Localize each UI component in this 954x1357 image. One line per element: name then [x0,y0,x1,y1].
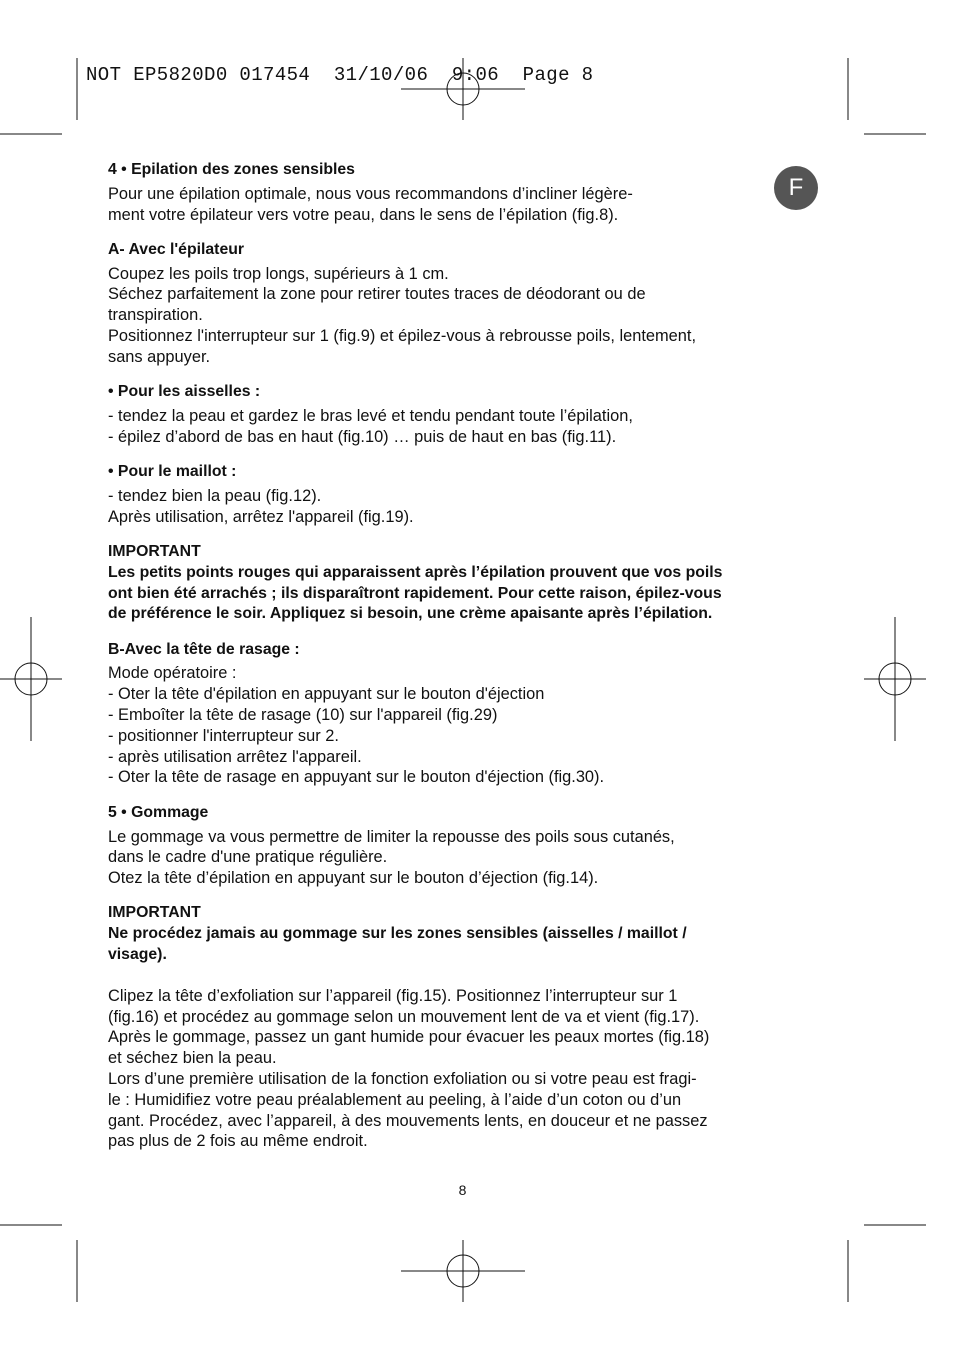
subsection-title: • Pour les aisselles : [108,383,261,401]
paragraph-line: gant. Procédez, avec l’appareil, à des mouvements lents, en douceur et ne passez [108,1111,708,1130]
section-title: 4 • Epilation des zones sensibles [108,161,355,178]
paragraph-line: Mode opératoire : [108,664,237,683]
paragraph-line: (fig.16) et procédez au gommage selon un mouvement lent de va et vient (fig.17). [108,1007,700,1026]
paragraph-line: Lors d’une première utilisation de la fonction exfoliation ou si votre peau est fragi- [108,1069,697,1088]
important-line: ont bien été arrachés ; ils disparaîtront rapidement. Pour cette raison, épilez-vous [108,584,722,602]
paragraph-line: le : Humidifiez votre peau préalablement au peeling, à l’aide d’un coton ou d’un [108,1090,682,1109]
paragraph-line: - positionner l'interrupteur sur 2. [108,726,339,745]
important-title: IMPORTANT [108,904,201,922]
paragraph-line: - tendez la peau et gardez le bras levé et tendu pendant toute l’épilation, [108,406,633,425]
important-line: Les petits points rouges qui apparaissent après l’épilation prouvent que vos poils [108,563,723,581]
document-body [108,160,823,1152]
paragraph-line: pas plus de 2 fois au même endroit. [108,1132,368,1151]
subsection-title: A- Avec l'épilateur [108,240,245,258]
paragraph-line: Séchez parfaitement la zone pour retirer toutes traces de déodorant ou de [108,285,646,304]
paragraph-line: transpiration. [108,306,203,325]
important-title: IMPORTANT [108,542,201,560]
paragraph-line: Après utilisation, arrêtez l'appareil (fig.19). [108,507,414,526]
section-title: 5 • Gommage [108,803,209,821]
subsection-title: B-Avec la tête de rasage : [108,640,300,658]
important-line: visage). [108,946,167,963]
paragraph-line: - Oter la tête de rasage en appuyant sur le bouton d'éjection (fig.30). [108,768,605,787]
paragraph-line: Positionnez l'interrupteur sur 1 (fig.9) et épilez-vous à rebrousse poils, lentement, [108,327,697,346]
paragraph-line: Le gommage va vous permettre de limiter la repousse des poils sous cutanés, [108,827,675,846]
important-line: Ne procédez jamais au gommage sur les zones sensibles (aisselles / maillot / [108,925,687,943]
paragraph-line: dans le cadre d'une pratique régulière. [108,848,388,867]
paragraph-line: - Emboîter la tête de rasage (10) sur l'appareil (fig.29) [108,706,498,725]
paragraph-line: Pour une épilation optimale, nous vous recommandons d’incliner légère- [108,184,633,203]
paragraph-line: - tendez bien la peau (fig.12). [108,486,322,505]
page-number: 8 [458,1182,467,1198]
print-slug: NOT EP5820D0 017454 31/10/06 9:06 Page 8 [86,64,594,86]
paragraph-line: Coupez les poils trop longs, supérieurs à 1 cm. [108,264,449,283]
paragraph-line: - après utilisation arrêtez l'appareil. [108,747,362,766]
paragraph-line: Otez la tête d’épilation en appuyant sur le bouton d’éjection (fig.14). [108,869,599,888]
paragraph-line: et séchez bien la peau. [108,1049,277,1068]
paragraph-line: - Oter la tête d'épilation en appuyant sur le bouton d'éjection [108,685,545,704]
paragraph-line: - épilez d’abord de bas en haut (fig.10) … puis de haut en bas (fig.11). [108,427,617,446]
paragraph-line: Clipez la tête d’exfoliation sur l’appareil (fig.15). Positionnez l’interrupteur sur 1 [108,986,678,1005]
important-line: de préférence le soir. Appliquez si besoin, une crème apaisante après l’épilation. [108,605,713,623]
language-badge: F [774,166,818,210]
paragraph-line: Après le gommage, passez un gant humide pour évacuer les peaux mortes (fig.18) [108,1028,710,1047]
paragraph-line: ment votre épilateur vers votre peau, dans le sens de l’épilation (fig.8). [108,205,619,224]
paragraph-line: sans appuyer. [108,347,211,366]
subsection-title: • Pour le maillot : [108,463,237,481]
